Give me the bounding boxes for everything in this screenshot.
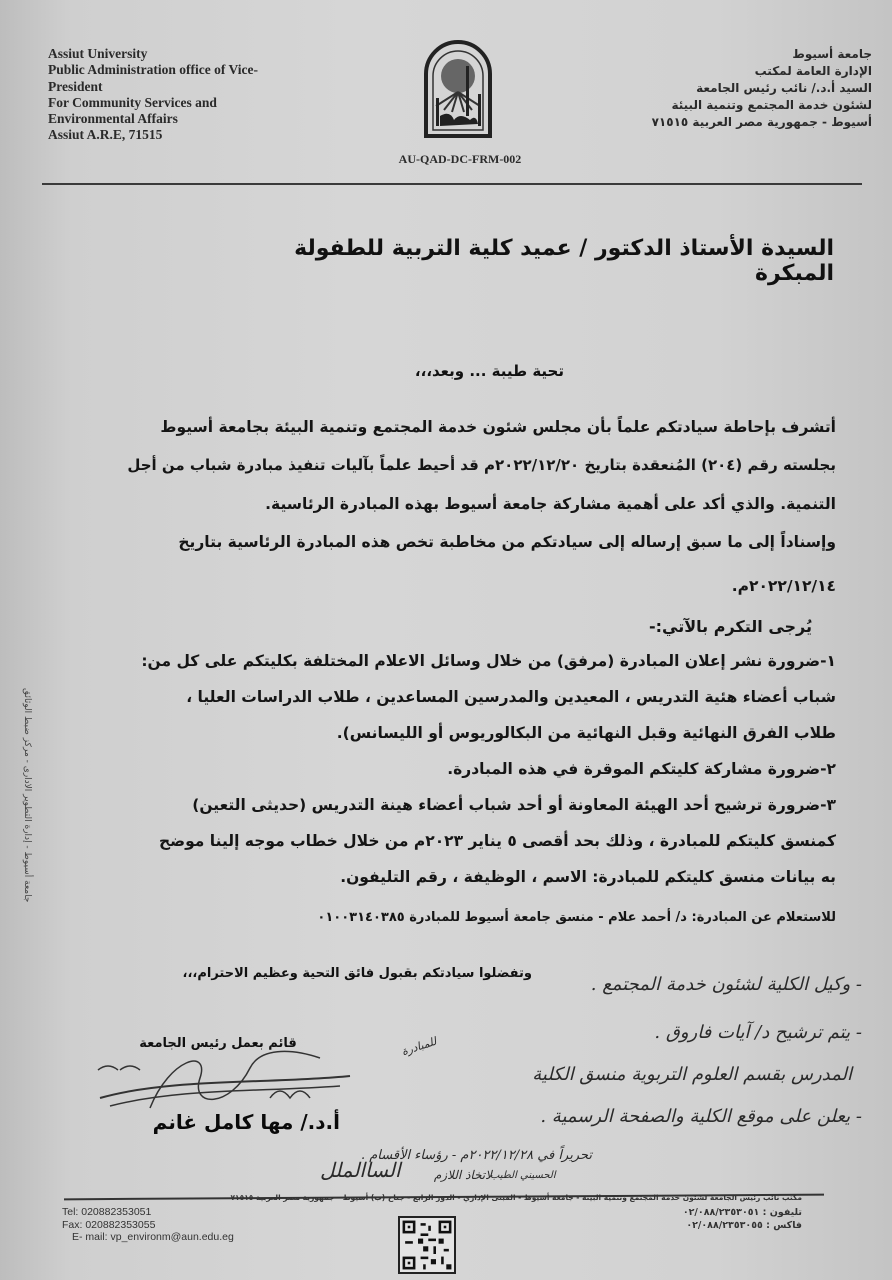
handwritten-superscript: للمبادرة [399,1034,439,1059]
signatory-title: قائم بعمل رئيس الجامعة [139,1036,297,1051]
item-3-line: كمنسق كليتكم للمبادرة ، وذلك بحد أقصى ٥ يناير ٢٠٢٣م من خلال خطاب موجه إلينا موضح [158,832,836,850]
header-arabic-block [572,46,872,131]
header-ar-line: السيد أ.د./ نائب رئيس الجامعة [696,81,872,95]
footer-tel-ar: تليفون : ٠٢/٠٨٨/٢٣٥٣٠٥١ [682,1207,802,1218]
header-ar-line: أسيوط - جمهورية مصر العربية ٧١٥١٥ [651,115,872,129]
footer-email: E- mail: vp_environm@aun.edu.eg [72,1231,234,1243]
handwritten-initials: الحسيني الطيب [490,1170,556,1181]
handwritten-note-line: - يتم ترشيح د/ آيات فاروق . [654,1022,862,1043]
paragraph-line: بجلسته رقم (٢٠٤) المُنعقدة بتاريخ ٢٠٢٢/١٢/٢٠م قد أحيط علماً بآليات تنفيذ مبادرة شباب من أجل [127,456,836,474]
item-3-line: به بيانات منسق كليتكم للمبادرة: الاسم ، الوظيفة ، رقم التليفون. [340,868,836,886]
paragraph-line: ٢٠٢٢/١٢/١٤م. [731,577,836,595]
university-logo-icon [420,40,496,138]
signature-scribble-icon [90,1048,360,1118]
footer-fax-ar: فاكس : ٠٢/٠٨٨/٢٣٥٣٠٥٥ [686,1220,802,1231]
footer-contact-arabic [542,1206,802,1232]
header-english-block [48,46,348,144]
form-code: AU-QAD-DC-FRM-002 [398,152,522,166]
closing-line: وتفضلوا سيادتكم بقبول فائق التحية وعظيم الاحترام،،، [182,966,532,981]
handwritten-note-line: - وكيل الكلية لشئون خدمة المجتمع . [590,974,862,995]
header-en-line: Environmental Affairs [48,111,178,127]
handwritten-action-line: لاتخاذ اللازم [433,1168,492,1182]
header-ar-line: جامعة أسيوط [792,47,872,61]
header-en-line: Public Administration office of Vice- [48,62,258,78]
header-ar-line: الإدارة العامة لمكتب [754,64,872,78]
header-en-line: Assiut University [48,46,148,61]
header-en-line: Assiut A.R.E, 71515 [48,127,163,143]
handwritten-note-line: - يعلن على موقع الكلية والصفحة الرسمية . [540,1106,862,1127]
addressee: السيدة الأستاذ الدكتور / عميد كلية التربية للطفولة المبكرة [294,236,834,286]
item-3-line: ٣-ضرورة ترشيح أحد الهيئة المعاونة أو أحد شباب أعضاء هينة التدريس (حديثى التعين) [192,796,836,814]
footer-contact-english [62,1206,234,1244]
dean-signature: الساالملل [320,1158,401,1182]
inquiry-line: للاستعلام عن المبادرة: د/ أحمد علام - منسق جامعة أسيوط للمبادرة ٠١٠٠٣١٤٠٣٨٥ [317,910,836,925]
handwritten-date-line: تحريراً في ٢٠٢٢/١٢/٢٨م - رؤساء الأقسام . [360,1148,592,1163]
qr-code-icon [398,1216,456,1274]
paragraph-line: وإسناداً إلى ما سبق إرساله إلى سيادتكم من مخاطبة تخص هذه المبادرة الرئاسية بتاريخ [178,533,836,551]
request-intro: يُرجى التكرم بالآتي:- [649,617,812,636]
handwritten-note-line: المدرس بقسم العلوم التربوية منسق الكلية [532,1064,852,1085]
greeting: تحية طيبة ... وبعد،،، [414,362,564,380]
item-1-line: ١-ضرورة نشر إعلان المبادرة (مرفق) من خلال وسائل الاعلام المختلفة بكليتكم على كل من: [141,652,836,670]
header-ar-line: لشئون خدمة المجتمع وتنمية البيئة [671,98,872,112]
header-divider [42,183,862,185]
item-1-line: شباب أعضاء هئية التدريس ، المعيدين والمدرسين المساعدين ، طلاب الدراسات العليا ، [186,688,836,706]
signatory-name: أ.د./ مها كامل غانم [152,1110,340,1134]
footer-fax: Fax: 020882353055 [62,1218,156,1231]
paragraph-line: التنمية. والذي أكد على أهمية مشاركة جامعة أسيوط بهذه المبادرة الرئاسية. [265,495,836,513]
header-en-line: For Community Services and [48,94,217,110]
item-2-line: ٢-ضرورة مشاركة كليتكم الموقرة في هذه المبادرة. [447,760,836,778]
footer-address: مكتب نائب رئيس الجامعة لشئون خدمة المجتمع وتنمية البيئة - جامعة أسيوط - المبنى الإداري - الدور الرابع - جناح (ب) أسيوط - جمهورية مصر العربية ٧١٥١٥ [230,1193,802,1202]
header-en-line: President [48,78,103,94]
side-document-control-stamp: جامعة أسيوط - إدارة التطوير الادارى - مركز ضبط الوثائق [22,687,32,903]
item-1-line: طلاب الفرق النهائية وقبل النهائية من البكالوريوس أو الليسانس). [336,724,836,742]
footer-tel: Tel: 020882353051 [62,1206,152,1218]
paragraph-line: أتشرف بإحاطة سيادتكم علماً بأن مجلس شئون خدمة المجتمع وتنمية البيئة بجامعة أسيوط [160,418,836,436]
